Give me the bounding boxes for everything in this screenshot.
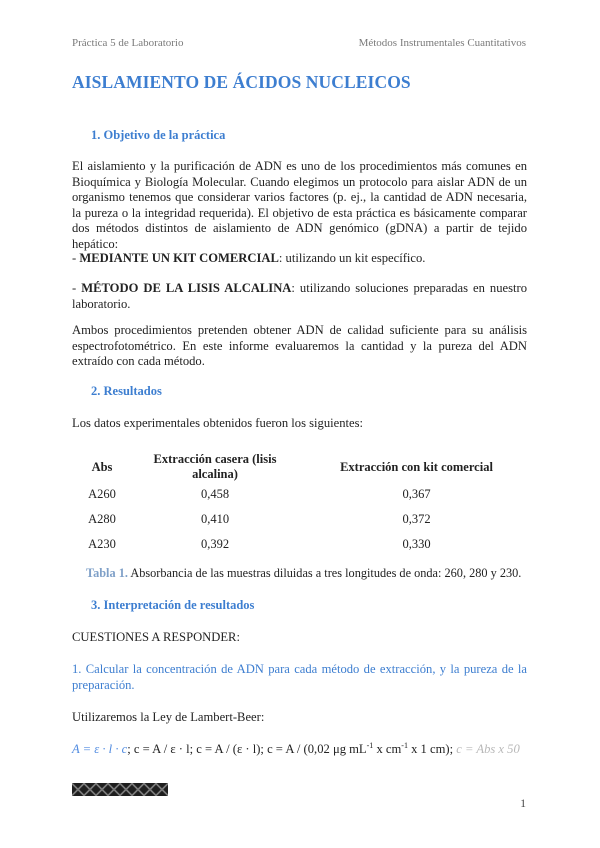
table-caption — [86, 566, 521, 581]
lambert-beer-formula — [72, 741, 520, 757]
formula-part-a: ; c = A / ε · l; c = A / (ε · l); c = A / (0,02 μg mL — [127, 742, 367, 757]
method-lysis-item — [72, 281, 527, 312]
method-kit-description: : utilizando un kit específico. — [278, 251, 426, 265]
method-kit-name: MEDIANTE UN KIT COMERCIAL — [79, 251, 279, 265]
table-caption-text: Absorbancia de las muestras diluidas a tres longitudes de onda: 260, 280 y 230. — [127, 566, 522, 580]
table-cell: 0,458 — [200, 487, 230, 501]
header-left: Práctica 5 de Laboratorio — [72, 37, 184, 49]
table-cell: 0,410 — [200, 512, 230, 526]
objective-paragraph: El aislamiento y la purificación de ADN es uno de los procedimientos más comunes en Bioquímica y Biología Molecular. Cuando elegimos un protocolo para aislar ADN de un organismo tenemos que considerar varios factores (p. ej., la cantidad de ADN necesaria, la pureza o la integridad requerida). El objetivo de esta práctica es básicamente comparar dos métodos distintos de aislamiento de ADN genómico (gDNA) a partir de tejido hepático: — [72, 159, 527, 251]
table-header-row — [74, 452, 533, 482]
method-kit-item — [72, 251, 527, 267]
method-kit-prefix: - — [72, 251, 80, 265]
formula-part-c: x 1 cm); — [407, 742, 457, 757]
table-cell: 0,372 — [402, 512, 431, 526]
formula-part-b: x cm — [373, 742, 402, 757]
objective-summary-paragraph: Ambos procedimientos pretenden obtener ADN de calidad suficiente para su análisis espectrofotométrico. En este informe evaluaremos la cantidad y la pureza del ADN extraído con cada método. — [72, 323, 527, 368]
table-cell: 0,330 — [402, 537, 431, 551]
formula-sup-1: -1 — [366, 741, 374, 750]
formula-sup-2: -1 — [401, 741, 408, 750]
absorbance-table — [74, 452, 533, 557]
table-row — [74, 482, 533, 507]
table-cell: A230 — [88, 537, 116, 551]
formula-law: A = ε · l · c — [72, 742, 128, 757]
document-title: AISLAMIENTO DE ÁCIDOS NUCLEICOS — [72, 72, 411, 92]
redaction-bar — [72, 783, 168, 796]
table-caption-label: Tabla 1. — [86, 566, 128, 580]
formula-simplified: c = Abs x 50 — [456, 742, 520, 757]
table-row — [74, 507, 533, 532]
table-header-abs: Abs — [91, 459, 113, 474]
table-row — [74, 532, 533, 557]
table-cell: 0,392 — [200, 537, 230, 551]
question-1: 1. Calcular la concentración de ADN para cada método de extracción, y la pureza de la preparación. — [72, 662, 527, 692]
table-cell: A280 — [88, 512, 116, 526]
method-lysis-name: MÉTODO DE LA LISIS ALCALINA — [81, 281, 292, 295]
table-header-homemade: Extracción casera (lisis alcalina) — [153, 452, 277, 481]
section-heading-interpretation: 3. Interpretación de resultados — [91, 598, 255, 612]
questions-heading: CUESTIONES A RESPONDER: — [72, 630, 240, 644]
method-lysis-prefix: - — [72, 281, 82, 295]
table-cell: 0,367 — [402, 487, 431, 501]
method-lysis-description: : utilizando soluciones preparadas en nuestro laboratorio. — [72, 281, 527, 311]
table-header-kit: Extracción con kit comercial — [340, 459, 493, 474]
section-heading-objective: 1. Objetivo de la práctica — [91, 128, 226, 142]
header-right: Métodos Instrumentales Cuantitativos — [358, 37, 526, 49]
section-heading-results: 2. Resultados — [91, 384, 162, 398]
lambert-beer-intro: Utilizaremos la Ley de Lambert-Beer: — [72, 710, 265, 724]
table-cell: A260 — [88, 487, 116, 501]
results-intro: Los datos experimentales obtenidos fueron los siguientes: — [72, 416, 363, 430]
page-number: 1 — [520, 798, 526, 810]
